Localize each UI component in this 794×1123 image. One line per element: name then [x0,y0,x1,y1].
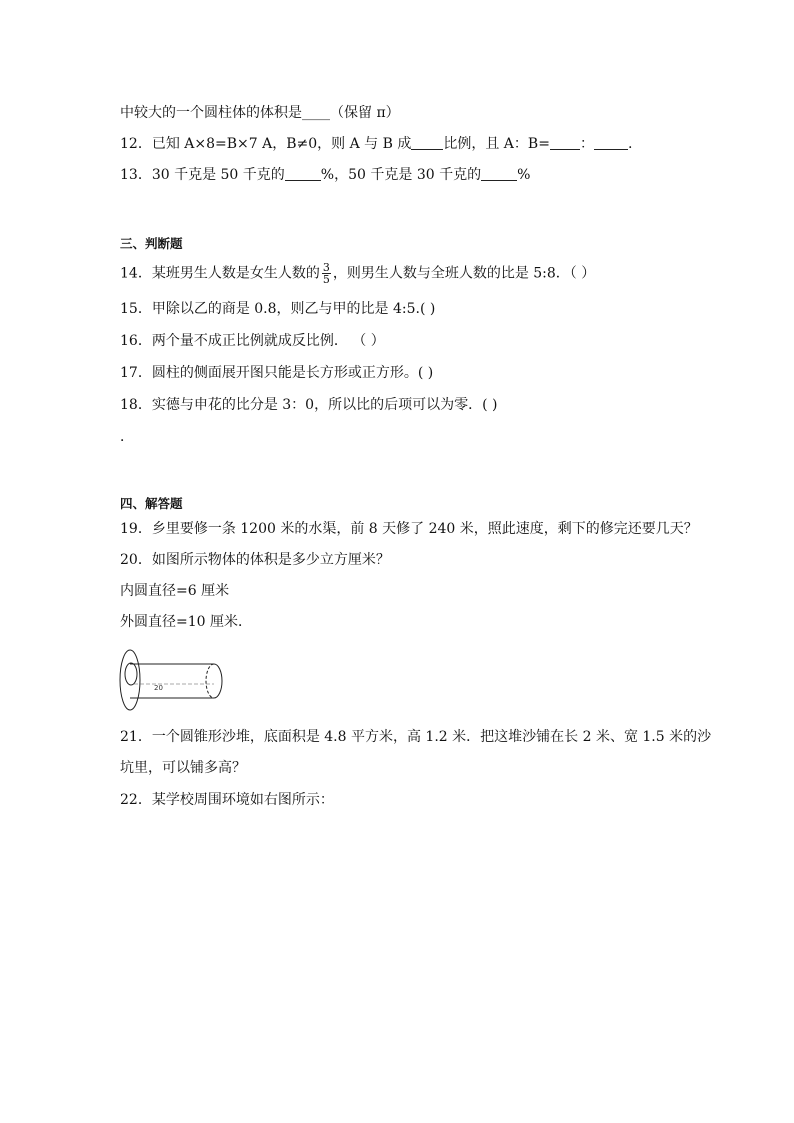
question-12 [120,135,632,153]
outer-diameter-note: 外圆直径=10 厘米． [120,614,252,630]
question-18: 18．实德与申花的比分是 3：0，所以比的后项可以为零．( ) [120,397,498,413]
question-16: 16．两个量不成正比例就成反比例． （ ） [120,333,385,349]
left-inner-ellipse [125,663,137,685]
question-19: 19．乡里要修一条 1200 米的水渠，前 8 天修了 240 米，照此速度，剩下的修完还要几天？ [120,521,698,537]
q13-blank-1 [285,166,321,181]
q12-sep: ： [579,136,594,152]
q12-blank-2 [550,135,580,150]
inner-diameter-note: 内圆直径=6 厘米 [120,583,230,599]
q14-text-b: ，则男生人数与全班人数的比是 5:8．（ ） [332,265,596,282]
q12-end: . [627,136,633,152]
fraction-numerator: 3 [322,261,330,274]
fraction-denominator: 5 [322,273,330,286]
question-21-continued: 坑里，可以铺多高？ [120,760,246,776]
q12-blank-1 [411,135,443,150]
right-back-arc [206,664,214,698]
question-14 [120,262,595,285]
section-heading-solve: 四、解答题 [120,496,183,511]
question-15: 15．甲除以乙的商是 0.8，则乙与甲的比是 4:5.( ) [120,301,436,317]
q13-blank-2 [481,166,517,181]
length-label: 20 [154,684,163,692]
q14-text-a: 14．某班男生人数是女生人数的 [120,265,320,282]
fraction-3-5 [322,262,331,285]
question-13 [120,166,530,184]
right-front-arc [214,664,222,698]
q12-blank-3 [594,135,628,150]
left-outer-ellipse [120,650,140,710]
hollow-cylinder-figure [118,646,230,714]
section-heading-judge: 三、判断题 [120,236,183,251]
q13-text-a: 13．30 千克是 50 千克的 [120,167,285,183]
q13-text-c: % [517,167,531,183]
q13-text-b: %，50 千克是 30 千克的 [320,167,482,183]
q12-text-a: 12．已知 A×8=B×7 A，B≠0，则 A 与 B 成 [120,136,412,152]
question-11-continued: 中较大的一个圆柱体的体积是____（保留 π） [120,105,400,121]
question-21: 21．一个圆锥形沙堆，底面积是 4.8 平方米，高 1.2 米．把这堆沙铺在长 2 米、宽 1.5 米的沙 [120,729,712,745]
q12-text-b: 比例，且 A：B= [443,136,550,152]
question-20: 20．如图所示物体的体积是多少立方厘米？ [120,552,390,568]
trailing-dot: ． [120,429,134,445]
question-22: 22．某学校周围环境如右图所示： [120,792,334,808]
question-17: 17．圆柱的侧面展开图只能是长方形或正方形。( ) [120,365,434,381]
